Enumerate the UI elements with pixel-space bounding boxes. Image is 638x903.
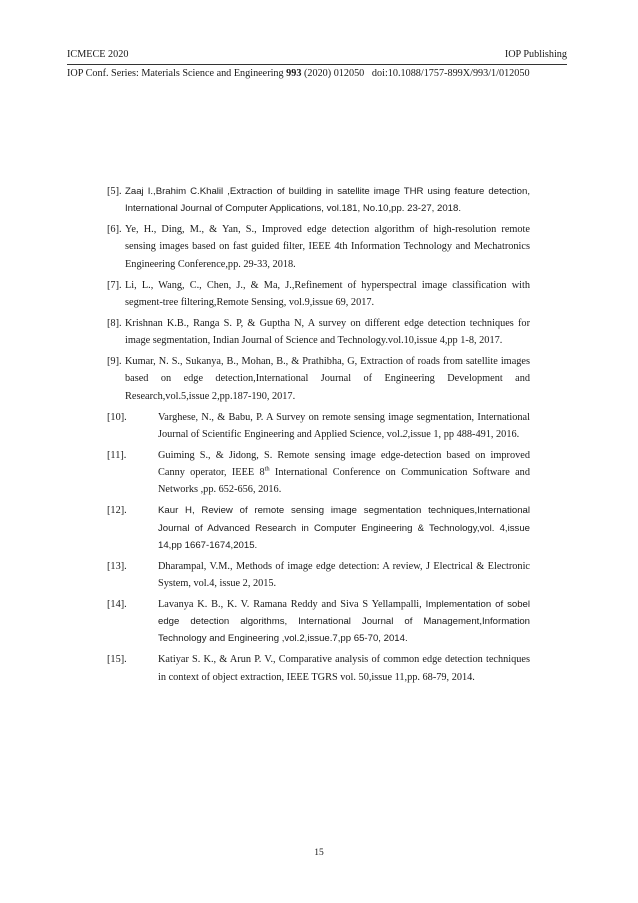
reference-number: [10]. — [107, 411, 127, 423]
reference-text: Katiyar S. K., & Arun P. V., Comparative analysis of common edge detection techniques in context of object extraction, IEEE TGRS vol. 50,issue 11,pp. 68-79, 2014. — [158, 654, 530, 683]
reference-item — [107, 221, 530, 273]
reference-item — [107, 183, 530, 218]
reference-text-part: Guiming S., & Jidong, S. Remote sensing image edge-detection based on improved Canny operator, IEEE 8 — [158, 449, 530, 479]
reference-item — [107, 409, 530, 444]
reference-text-part: Lavanya K. B., K. V. Ramana Reddy and Siva S Yellampalli, — [158, 598, 426, 610]
reference-volume-italic: 2, — [402, 428, 411, 440]
reference-text — [158, 596, 530, 648]
reference-item — [107, 596, 530, 648]
reference-text: Ye, H., Ding, M., & Yan, S., Improved edge detection algorithm of high-resolution remote sensing images based on fast guided filter, IEEE 4th Information Technology and Mechatronics Engineering Conference,pp. 29-33, 2018. — [125, 224, 530, 270]
reference-text — [158, 409, 530, 444]
reference-text-part: Implementation of sobel edge detection algorithms, International Journal of Management,Information Technology and Engineering ,vol.2,issue.7,pp 65-70, 2014. — [158, 598, 530, 645]
reference-number: [6]. — [107, 224, 122, 236]
reference-number: [5]. — [107, 186, 122, 197]
conference-name: ICMECE 2020 — [67, 49, 129, 60]
reference-number: [9]. — [107, 356, 122, 368]
reference-item — [107, 502, 530, 554]
reference-text-part: International Conference on Communication Software and Networks ,pp. 652-656, 2016. — [158, 467, 530, 496]
publisher-name: IOP Publishing — [504, 49, 567, 60]
reference-item — [107, 315, 530, 350]
running-header — [67, 48, 567, 62]
reference-item — [107, 558, 530, 593]
reference-text: Krishnan K.B., Ranga S. P, & Guptha N, A survey on different edge detection techniques for image segmentation, Indian Journal of Science and Technology.vol.10,issue 4,pp 1-8, 2017. — [125, 317, 530, 347]
reference-number: [14]. — [107, 598, 127, 610]
reference-item — [107, 353, 530, 405]
reference-item — [107, 447, 530, 499]
reference-text: Zaaj I.,Brahim C.Khalil ,Extraction of building in satellite image THR using feature detection, International Journal of Computer Applications, vol.181, No.10,pp. 23-27, 2018. — [125, 186, 530, 215]
header-rule — [67, 64, 567, 65]
reference-number: [8]. — [107, 317, 122, 329]
reference-text: Dharampal, V.M., Methods of image edge detection: A review, J Electrical & Electronic System, vol.4, issue 2, 2015. — [158, 560, 530, 589]
reference-list — [107, 183, 530, 690]
series-prefix: IOP Conf. Series: Materials Science and Engineering — [67, 68, 287, 79]
reference-text: Kumar, N. S., Sukanya, B., Mohan, B., & Prathibha, G, Extraction of roads from satellite images based on edge detection,International Journal of Engineering Development and Research,vol.5,issue 2,pp.187-190, 2017. — [125, 356, 530, 402]
reference-number: [12]. — [107, 505, 127, 517]
reference-text-part: Varghese, N., & Babu, P. A Survey on remote sensing image segmentation, International Journal of Scientific Engineering and Applied Science, vol. — [158, 411, 530, 440]
reference-text: Kaur H, Review of remote sensing image segmentation techniques,International Journal of Advanced Research in Computer Engineering & Technology,vol. 4,issue 14,pp 1667-1674,2015. — [158, 505, 530, 551]
doi-text: doi:10.1088/1757-899X/993/1/012050 — [371, 68, 530, 79]
series-line — [67, 67, 567, 81]
reference-number: [15]. — [107, 654, 127, 666]
reference-item — [107, 651, 530, 686]
ordinal-superscript: th — [264, 465, 270, 473]
reference-text-part: issue 1, pp 488-491, 2016. — [410, 428, 520, 440]
reference-number: [11]. — [107, 449, 127, 461]
reference-text: Li, L., Wang, C., Chen, J., & Ma, J.,Refinement of hyperspectral image classification with segment-tree filtering,Remote Sensing, vol.9,issue 69, 2017. — [125, 279, 530, 308]
series-suffix: (2020) 012050 — [301, 68, 365, 79]
reference-number: [13]. — [107, 560, 127, 572]
page-number: 15 — [314, 848, 324, 858]
reference-item — [107, 277, 530, 312]
reference-number: [7]. — [107, 279, 122, 291]
volume-number: 993 — [286, 68, 302, 79]
reference-text — [158, 447, 530, 499]
